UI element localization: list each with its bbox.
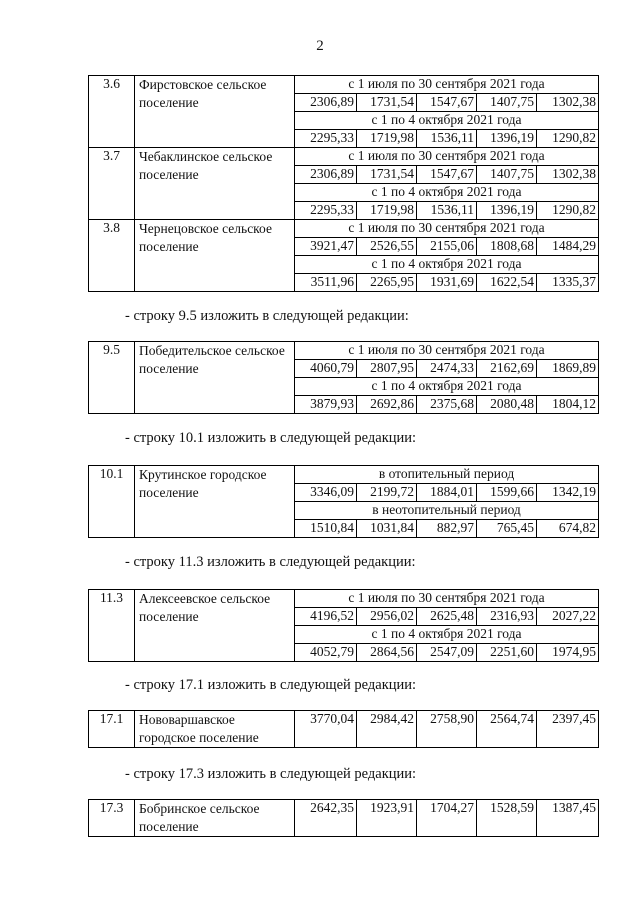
tariff-value: 1719,98: [357, 202, 417, 220]
tariff-value: 1884,01: [417, 484, 477, 502]
tariff-value: 1290,82: [537, 130, 599, 148]
tariff-value: 1396,19: [477, 130, 537, 148]
row-number: 9.5: [89, 342, 135, 414]
tariff-value: 2642,35: [295, 800, 357, 837]
tariff-value: 1335,37: [537, 274, 599, 292]
tariff-value: 2306,89: [295, 166, 357, 184]
tariff-value: 1290,82: [537, 202, 599, 220]
tariff-value: 1302,38: [537, 166, 599, 184]
tariff-value: 2375,68: [417, 396, 477, 414]
tariff-value: 1407,75: [477, 166, 537, 184]
tariff-value: 2265,95: [357, 274, 417, 292]
period-label: с 1 по 4 октября 2021 года: [295, 184, 599, 202]
tariff-value: 1510,84: [295, 520, 357, 538]
tariff-value: 2864,56: [357, 644, 417, 662]
table-row: [89, 342, 599, 360]
tariff-value: 2474,33: [417, 360, 477, 378]
tariff-value: 674,82: [537, 520, 599, 538]
tariff-table-10-1: [88, 465, 599, 538]
period-label: с 1 по 4 октября 2021 года: [295, 112, 599, 130]
tariff-table-17-1: [88, 710, 599, 748]
tariff-value: 2162,69: [477, 360, 537, 378]
tariff-value: 2956,02: [357, 608, 417, 626]
tariff-value: 3346,09: [295, 484, 357, 502]
tariff-value: 4060,79: [295, 360, 357, 378]
tariff-value: 1808,68: [477, 238, 537, 256]
tariff-value: 2155,06: [417, 238, 477, 256]
table-row: [89, 76, 599, 94]
tariff-value: 2625,48: [417, 608, 477, 626]
row-number: 3.7: [89, 148, 135, 220]
edit-instruction: - строку 17.3 изложить в следующей редакции:: [125, 766, 417, 782]
tariff-value: 1528,59: [477, 800, 537, 837]
settlement-name: Победительское сельское поселение: [135, 342, 295, 414]
settlement-name: Крутинское городское поселение: [135, 466, 295, 538]
tariff-value: 1387,45: [537, 800, 599, 837]
tariff-value: 2547,09: [417, 644, 477, 662]
row-number: 11.3: [89, 590, 135, 662]
settlement-name: Фирстовское сельское поселение: [135, 76, 295, 148]
row-number: 3.8: [89, 220, 135, 292]
period-label: с 1 июля по 30 сентября 2021 года: [295, 148, 599, 166]
tariff-value: 1536,11: [417, 202, 477, 220]
settlement-name: Бобринское сельское поселение: [135, 800, 295, 837]
settlement-name: Нововаршавское городское поселение: [135, 711, 295, 748]
tariff-table-main: [88, 75, 599, 292]
tariff-value: 2251,60: [477, 644, 537, 662]
table-row: [89, 800, 599, 837]
table-row: [89, 590, 599, 608]
period-label: с 1 июля по 30 сентября 2021 года: [295, 220, 599, 238]
row-number: 17.1: [89, 711, 135, 748]
tariff-value: 1302,38: [537, 94, 599, 112]
tariff-table-17-3: [88, 799, 599, 837]
tariff-value: 1923,91: [357, 800, 417, 837]
row-number: 3.6: [89, 76, 135, 148]
tariff-value: 4196,52: [295, 608, 357, 626]
tariff-value: 2295,33: [295, 202, 357, 220]
tariff-value: 2295,33: [295, 130, 357, 148]
tariff-value: 2758,90: [417, 711, 477, 748]
tariff-value: 1031,84: [357, 520, 417, 538]
tariff-value: 1547,67: [417, 94, 477, 112]
period-label: в неотопительный период: [295, 502, 599, 520]
settlement-name: Алексеевское сельское поселение: [135, 590, 295, 662]
table-row: [89, 466, 599, 484]
tariff-value: 1731,54: [357, 166, 417, 184]
table-row: [89, 148, 599, 166]
tariff-value: 1342,19: [537, 484, 599, 502]
tariff-value: 765,45: [477, 520, 537, 538]
tariff-value: 1931,69: [417, 274, 477, 292]
tariff-table-9-5: [88, 341, 599, 414]
edit-instruction: - строку 9.5 изложить в следующей редакции:: [125, 308, 409, 324]
tariff-value: 2692,86: [357, 396, 417, 414]
page-number: 2: [316, 38, 324, 54]
tariff-value: 2080,48: [477, 396, 537, 414]
tariff-value: 2306,89: [295, 94, 357, 112]
tariff-value: 3879,93: [295, 396, 357, 414]
edit-instruction: - строку 11.3 изложить в следующей редакции:: [125, 554, 416, 570]
tariff-value: 2316,93: [477, 608, 537, 626]
tariff-value: 2984,42: [357, 711, 417, 748]
period-label: с 1 июля по 30 сентября 2021 года: [295, 590, 599, 608]
tariff-value: 1396,19: [477, 202, 537, 220]
tariff-value: 1804,12: [537, 396, 599, 414]
period-label: с 1 июля по 30 сентября 2021 года: [295, 76, 599, 94]
tariff-value: 1622,54: [477, 274, 537, 292]
tariff-value: 2397,45: [537, 711, 599, 748]
table-row: [89, 711, 599, 748]
tariff-value: 1719,98: [357, 130, 417, 148]
tariff-value: 1974,95: [537, 644, 599, 662]
tariff-value: 4052,79: [295, 644, 357, 662]
tariff-value: 2199,72: [357, 484, 417, 502]
period-label: в отопительный период: [295, 466, 599, 484]
tariff-value: 882,97: [417, 520, 477, 538]
tariff-value: 2027,22: [537, 608, 599, 626]
tariff-value: 3921,47: [295, 238, 357, 256]
tariff-value: 1536,11: [417, 130, 477, 148]
tariff-value: 1547,67: [417, 166, 477, 184]
tariff-value: 1869,89: [537, 360, 599, 378]
tariff-value: 1599,66: [477, 484, 537, 502]
tariff-value: 2564,74: [477, 711, 537, 748]
row-number: 17.3: [89, 800, 135, 837]
row-number: 10.1: [89, 466, 135, 538]
period-label: с 1 по 4 октября 2021 года: [295, 378, 599, 396]
period-label: с 1 по 4 октября 2021 года: [295, 256, 599, 274]
settlement-name: Чебаклинское сельское поселение: [135, 148, 295, 220]
edit-instruction: - строку 10.1 изложить в следующей редакции:: [125, 430, 417, 446]
tariff-value: 2526,55: [357, 238, 417, 256]
tariff-value: 1484,29: [537, 238, 599, 256]
tariff-table-11-3: [88, 589, 599, 662]
edit-instruction: - строку 17.1 изложить в следующей редакции:: [125, 677, 417, 693]
tariff-value: 1407,75: [477, 94, 537, 112]
tariff-value: 3770,04: [295, 711, 357, 748]
tariff-value: 1704,27: [417, 800, 477, 837]
table-row: [89, 220, 599, 238]
tariff-value: 1731,54: [357, 94, 417, 112]
period-label: с 1 июля по 30 сентября 2021 года: [295, 342, 599, 360]
settlement-name: Чернецовское сельское поселение: [135, 220, 295, 292]
tariff-value: 2807,95: [357, 360, 417, 378]
period-label: с 1 по 4 октября 2021 года: [295, 626, 599, 644]
tariff-value: 3511,96: [295, 274, 357, 292]
